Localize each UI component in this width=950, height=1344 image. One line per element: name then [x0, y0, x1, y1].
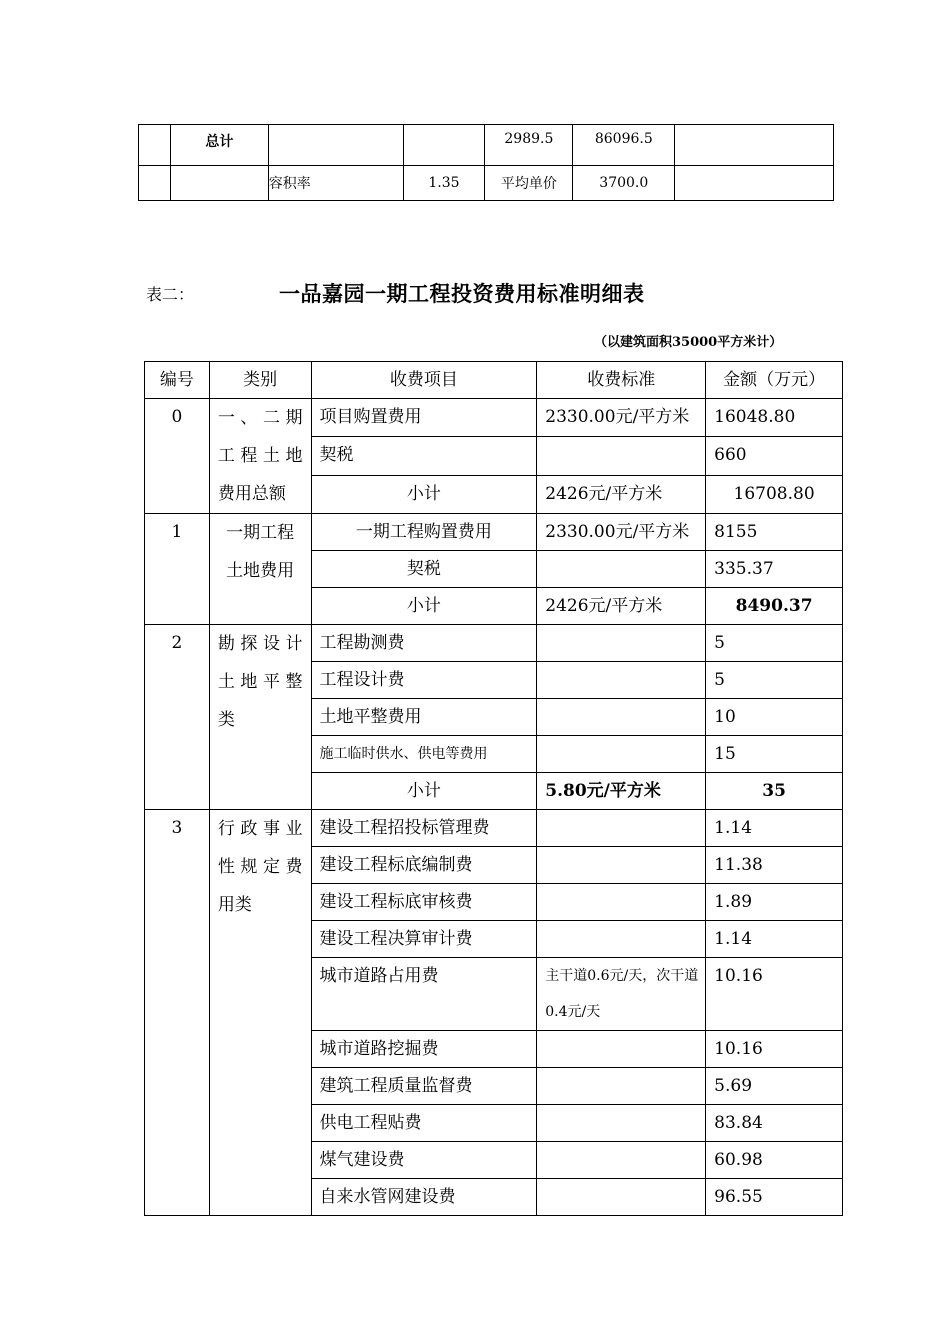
- fee-amount: 10.16: [706, 958, 843, 1031]
- table-cell: [403, 125, 485, 166]
- plot-ratio-label: 容积率: [268, 166, 403, 201]
- fee-amount: 60.98: [706, 1142, 843, 1179]
- table-cell: [675, 125, 834, 166]
- group-category: 勘探设计土地平整类: [209, 625, 311, 810]
- total-amount: 86096.5: [573, 125, 675, 166]
- header-number: 编号: [145, 362, 210, 399]
- fee-amount: 5.69: [706, 1068, 843, 1105]
- fee-item: 土地平整费用: [311, 699, 537, 736]
- fee-item: 供电工程贴费: [311, 1105, 537, 1142]
- header-item: 收费项目: [311, 362, 537, 399]
- subtotal-amount: 8490.37: [706, 588, 843, 625]
- group-category: 一、二期工程土地费用总额: [209, 399, 311, 514]
- fee-standard: [537, 1031, 706, 1068]
- fee-amount: 5: [706, 625, 843, 662]
- fee-detail-table: [144, 361, 843, 1216]
- header-standard: 收费标准: [537, 362, 706, 399]
- table-cell: [139, 166, 171, 201]
- fee-item: 建筑工程质量监督费: [311, 1068, 537, 1105]
- fee-standard: [537, 1068, 706, 1105]
- table-cell: [268, 125, 403, 166]
- fee-standard: 2330.00元/平方米: [537, 399, 706, 437]
- table-row: [145, 625, 843, 662]
- fee-item: 工程勘测费: [311, 625, 537, 662]
- fee-amount: 96.55: [706, 1179, 843, 1216]
- table-row: [139, 125, 834, 166]
- fee-standard: [537, 1142, 706, 1179]
- group-number: 3: [145, 810, 210, 1216]
- fee-standard: 2426元/平方米: [537, 588, 706, 625]
- fee-amount: 1.14: [706, 921, 843, 958]
- subtotal-label: 小计: [311, 773, 537, 810]
- fee-standard: 5.80元/平方米: [537, 773, 706, 810]
- fee-amount: 83.84: [706, 1105, 843, 1142]
- fee-amount: 10: [706, 699, 843, 736]
- fee-amount: 1.89: [706, 884, 843, 921]
- fee-item: 自来水管网建设费: [311, 1179, 537, 1216]
- group-number: 2: [145, 625, 210, 810]
- fee-standard: [537, 625, 706, 662]
- summary-table: [138, 124, 834, 201]
- table-row: [145, 810, 843, 847]
- fee-item: 工程设计费: [311, 662, 537, 699]
- fee-item: 建设工程标底审核费: [311, 884, 537, 921]
- fee-item: 城市道路挖掘费: [311, 1031, 537, 1068]
- fee-standard: [537, 921, 706, 958]
- fee-amount: 5: [706, 662, 843, 699]
- fee-standard: 2330.00元/平方米: [537, 514, 706, 551]
- table-row: [139, 166, 834, 201]
- table-number-label: 表二：: [146, 285, 195, 304]
- fee-amount: 660: [706, 437, 843, 475]
- header-amount: 金额（万元）: [706, 362, 843, 399]
- subtotal-amount: 16708.80: [706, 475, 843, 513]
- fee-amount: 8155: [706, 514, 843, 551]
- subtotal-label: 小计: [311, 588, 537, 625]
- table-title: 一品嘉园一期工程投资费用标准明细表: [279, 282, 645, 306]
- table-row: [145, 514, 843, 551]
- group-category: 行政事业性规定费用类: [209, 810, 311, 1216]
- fee-standard: [537, 699, 706, 736]
- plot-ratio-value: 1.35: [403, 166, 485, 201]
- fee-item: 一期工程购置费用: [311, 514, 537, 551]
- fee-standard: 主干道0.6元/天，次干道0.4元/天: [537, 958, 706, 1031]
- fee-standard: [537, 1179, 706, 1216]
- fee-item: 城市道路占用费: [311, 958, 537, 1031]
- fee-item: 契税: [311, 551, 537, 588]
- fee-amount: 1.14: [706, 810, 843, 847]
- fee-standard: [537, 847, 706, 884]
- avg-price-label: 平均单价: [485, 166, 573, 201]
- fee-item: 施工临时供水、供电等费用: [311, 736, 537, 773]
- fee-standard: [537, 662, 706, 699]
- fee-amount: 10.16: [706, 1031, 843, 1068]
- fee-item: 建设工程决算审计费: [311, 921, 537, 958]
- fee-item: 契税: [311, 437, 537, 475]
- table-row: [145, 399, 843, 437]
- header-category: 类别: [209, 362, 311, 399]
- group-number: 0: [145, 399, 210, 514]
- total-label: 总计: [170, 125, 268, 166]
- table-cell: [139, 125, 171, 166]
- fee-standard: [537, 1105, 706, 1142]
- avg-price-value: 3700.0: [573, 166, 675, 201]
- fee-standard: [537, 437, 706, 475]
- fee-standard: 2426元/平方米: [537, 475, 706, 513]
- fee-amount: 335.37: [706, 551, 843, 588]
- fee-amount: 11.38: [706, 847, 843, 884]
- fee-item: 煤气建设费: [311, 1142, 537, 1179]
- fee-item: 建设工程标底编制费: [311, 847, 537, 884]
- table-header-row: [145, 362, 843, 399]
- subtotal-amount: 35: [706, 773, 843, 810]
- table-cell: [675, 166, 834, 201]
- fee-standard: [537, 551, 706, 588]
- table-cell: [170, 166, 268, 201]
- fee-amount: 16048.80: [706, 399, 843, 437]
- group-number: 1: [145, 514, 210, 625]
- fee-item: 项目购置费用: [311, 399, 537, 437]
- fee-standard: [537, 810, 706, 847]
- total-area: 2989.5: [485, 125, 573, 166]
- group-category: 一期工程土地费用: [209, 514, 311, 625]
- fee-item: 建设工程招投标管理费: [311, 810, 537, 847]
- fee-amount: 15: [706, 736, 843, 773]
- fee-standard: [537, 884, 706, 921]
- fee-standard: [537, 736, 706, 773]
- table-note: （以建筑面积35000平方米计）: [594, 335, 783, 350]
- subtotal-label: 小计: [311, 475, 537, 513]
